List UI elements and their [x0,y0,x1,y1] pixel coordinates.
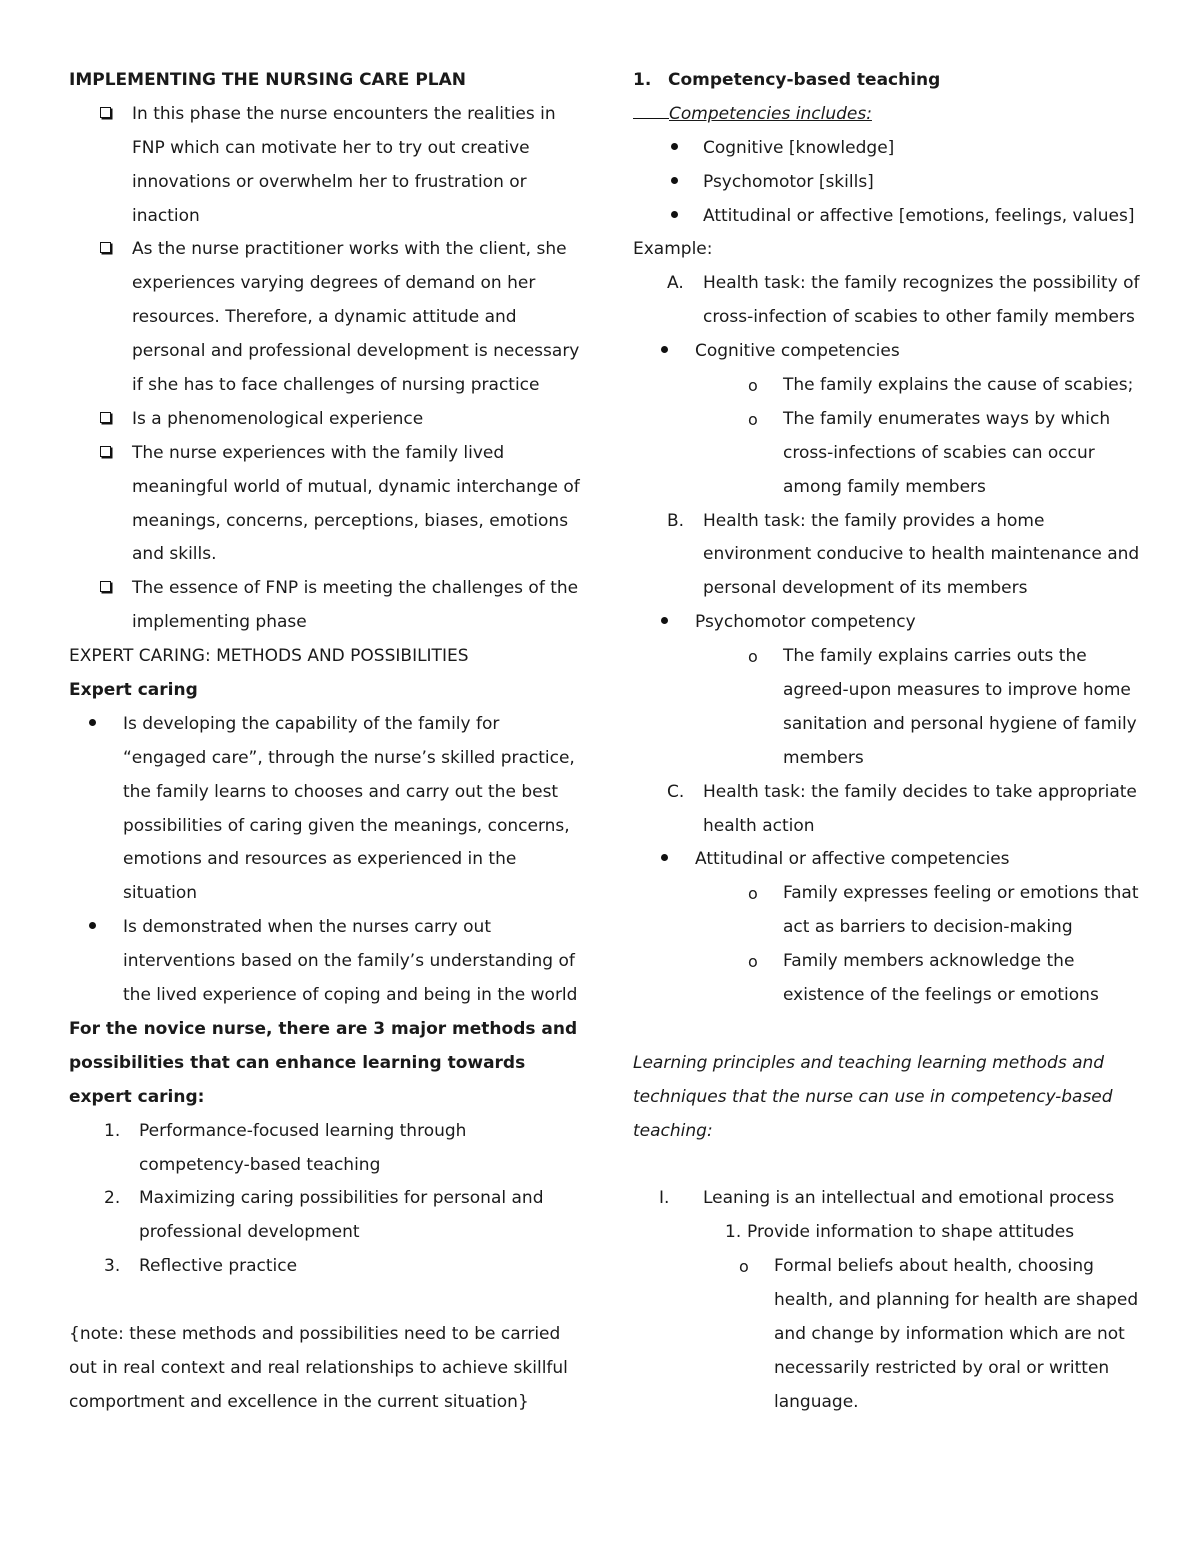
line-text: necessarily restricted by oral or written [774,1357,1110,1378]
text-line [69,1318,569,1352]
round-bullet [661,843,668,877]
line-text: act as barriers to decision-making [783,917,1073,938]
text-line [69,1013,578,1047]
line-text: resources. Therefore, a dynamic attitude and [132,307,517,328]
line-text: techniques that the nurse can use in competency-based [633,1086,1113,1107]
text-line [633,1250,1133,1284]
line-text: agreed-upon measures to improve home [783,680,1131,701]
line-text: cross-infection of scabies to other family members [703,307,1135,328]
text-line [633,674,1133,708]
task-marker [667,776,684,810]
competency-heading [633,64,1133,98]
line-text: Performance-focused learning through [139,1120,467,1141]
text-line [633,403,1133,437]
text-line [633,1081,1133,1115]
heading-number: 1. [633,70,652,90]
text-line [69,877,569,911]
checkbox-bullet-icon [100,412,111,423]
line-text: the family learns to chooses and carry out the best [123,781,559,802]
line-text: situation [123,883,198,904]
line-text: The family enumerates ways by which [783,408,1111,429]
line-text: innovations or overwhelm her to frustration or [132,171,527,192]
text-line [69,200,569,234]
round-bullet [661,606,668,640]
line-text: Cognitive [knowledge] [703,137,895,158]
competencies-list [633,132,1133,234]
numbered-subitem [633,1216,1133,1250]
line-text: possibilities of caring given the meanings, concerns, [123,815,570,836]
sub-items [633,1250,1139,1419]
line-text: The family explains the cause of scabies; [783,375,1134,396]
left-column [69,64,580,1420]
example-label: Example: [633,239,713,260]
line-text: inaction [132,205,200,226]
task-marker [667,267,684,301]
line-text: experiences varying degrees of demand on her [132,273,536,294]
line-text: Learning principles and teaching learning methods and [633,1052,1105,1073]
line-text: Attitudinal or affective competencies [695,849,1010,870]
text-line [633,640,1133,674]
leading-underline [633,98,669,132]
text-line [633,606,1133,640]
line-text: FNP which can motivate her to try out creative [132,137,530,158]
line-text: among family members [783,476,986,497]
line-text: existence of the feelings or emotions [783,985,1099,1006]
circle-bullet: o [748,376,758,396]
line-text: Family members acknowledge the [783,951,1075,972]
text-line [69,267,569,301]
text-line [633,877,1139,911]
bullet-dot-icon [671,143,678,150]
round-bullet [671,200,678,234]
line-text: professional development [139,1222,360,1243]
text-line [633,471,1133,505]
circle-marker [748,403,758,438]
circle-bullet: o [748,884,758,904]
novice-heading [69,1013,578,1115]
text-line [633,200,1133,234]
method-number: 3. [104,1256,121,1277]
checkbox-bullet-icon [100,242,111,253]
text-line [633,335,1133,369]
text-line [633,911,1133,945]
task-marker [667,505,684,539]
line-text: meaningful world of mutual, dynamic interchange of [132,476,580,497]
line-text: meanings, concerns, perceptions, biases, emotions [132,510,569,531]
line-text: environment conducive to health maintenance and [703,544,1140,565]
heading-text: Competency-based teaching [668,70,941,90]
spacer [633,1149,1133,1183]
method-marker [104,1115,120,1149]
tasks-list [633,267,1140,1013]
line-text: Is a phenomenological experience [132,408,424,429]
text-line [633,1386,1133,1420]
expert-subheading: Expert caring [69,680,198,701]
section-title: IMPLEMENTING THE NURSING CARE PLAN [69,70,467,90]
text-line [69,911,569,945]
text-line [633,1318,1133,1352]
text-line [69,403,569,437]
line-text: Is developing the capability of the family for [123,713,500,734]
spacer [69,1284,569,1318]
line-text: “engaged care”, through the nurse’s skilled practice, [123,747,575,768]
text-line [69,437,569,471]
text-line [69,1081,569,1115]
text-line [633,1047,1133,1081]
text-line [633,843,1133,877]
roman-number: I. [659,1188,670,1209]
competencies-label-row [633,98,1133,132]
bullet-dot-icon [89,922,96,929]
line-text: Reflective practice [139,1256,298,1277]
method-marker [104,1182,120,1216]
text-line [633,437,1133,471]
text-line [69,776,569,810]
note-paragraph [69,1318,569,1420]
line-text: health, and planning for health are shaped [774,1290,1139,1311]
checkbox-bullet-icon [100,446,111,457]
task-letter: B. [667,510,685,531]
method-number: 2. [104,1188,121,1209]
method-number: 1. [104,1120,121,1141]
checkbox-bullet-icon [100,581,111,592]
round-bullet [89,911,96,945]
text-line [69,1149,569,1183]
line-text: out in real context and real relationships to achieve skillful [69,1357,568,1378]
text-line [69,979,578,1013]
line-text: In this phase the nurse encounters the realities in [132,103,556,124]
circle-marker [748,877,758,912]
right-column [633,64,1140,1420]
line-text: members [783,747,864,768]
task-letter: C. [667,781,685,802]
round-bullet [661,335,668,369]
expert-bullets [69,708,578,1013]
text-line [633,1284,1139,1318]
spacer [633,1013,1133,1047]
text-line [633,132,1133,166]
line-text: Maximizing caring possibilities for personal and [139,1188,544,1209]
subitem-number: 1. [725,1222,742,1243]
text-line [69,572,579,606]
line-text: personal and professional development is necessary [132,341,580,362]
text-line [69,1115,569,1149]
text-line [69,1386,569,1420]
line-text: For the novice nurse, there are 3 major methods and [69,1018,578,1039]
checkbox-bullet-icon [100,107,111,118]
line-text: language. [774,1391,859,1412]
text-line [69,1182,569,1216]
line-text: Health task: the family recognizes the possibility of [703,273,1140,294]
text-line [633,945,1133,979]
circle-bullet: o [739,1257,749,1277]
round-bullet [671,132,678,166]
line-text: the lived experience of coping and being in the world [123,985,578,1006]
line-text: and skills. [132,544,217,565]
roman-text: Leaning is an intellectual and emotional process [703,1188,1115,1209]
circle-marker [748,640,758,675]
text-line [69,1047,569,1081]
line-text: and change by information which are not [774,1323,1125,1344]
text-line [633,979,1133,1013]
text-line [69,810,569,844]
intro-bullets [69,98,580,640]
line-text: personal development of its members [703,578,1028,599]
line-text: Attitudinal or affective [emotions, feelings, values] [703,205,1135,226]
line-text: As the nurse practitioner works with the client, she [132,239,567,260]
line-text: The nurse experiences with the family lived [132,442,505,463]
round-bullet [89,708,96,742]
text-line [69,471,580,505]
text-line [69,505,569,539]
text-line [633,166,1133,200]
line-text: comportment and excellence in the current situation} [69,1391,529,1412]
text-line [633,810,1133,844]
text-line [69,98,569,132]
bullet-dot-icon [661,854,668,861]
text-line [633,1115,1133,1149]
line-text: cross-infections of scabies can occur [783,442,1095,463]
text-line [69,369,569,403]
text-line [69,606,569,640]
line-text: Psychomotor [skills] [703,171,874,192]
bullet-dot-icon [671,211,678,218]
competencies-label: Competencies includes: [669,103,872,124]
line-text: competency-based teaching [139,1154,381,1175]
text-line [69,708,569,742]
circle-bullet: o [748,952,758,972]
square-bullet [100,403,111,437]
line-text: Formal beliefs about health, choosing [774,1256,1094,1277]
text-line [69,742,575,776]
square-bullet [100,437,111,471]
circle-bullet: o [748,409,758,429]
subitem-text: Provide information to shape attitudes [747,1222,1075,1243]
text-line [69,945,575,979]
line-text: interventions based on the family’s understanding of [123,951,575,972]
line-text: Is demonstrated when the nurses carry out [123,917,491,938]
line-text: Health task: the family provides a home [703,510,1045,531]
line-text: Cognitive competencies [695,341,900,362]
text-line [69,233,569,267]
square-bullet [100,233,111,267]
line-text: health action [703,815,815,836]
circle-marker [739,1250,749,1285]
line-text: emotions and resources as experienced in the [123,849,517,870]
line-text: The family explains carries outs the [783,646,1087,667]
line-text: Health task: the family decides to take appropriate [703,781,1137,802]
text-line [69,1352,569,1386]
method-marker [104,1250,120,1284]
text-line [633,1352,1133,1386]
text-line [69,166,569,200]
bullet-dot-icon [89,719,96,726]
text-line [69,1250,569,1284]
text-line [633,572,1133,606]
text-line [633,776,1137,810]
learning-heading [633,1047,1133,1149]
square-bullet [100,98,111,132]
task-letter: A. [667,273,684,294]
expert-heading: EXPERT CARING: METHODS AND POSSIBILITIES [69,646,469,667]
text-line [633,369,1133,403]
text-line [633,267,1140,301]
line-text: {note: these methods and possibilities need to be carried [69,1323,561,1344]
bullet-dot-icon [671,177,678,184]
line-text: possibilities that can enhance learning towards [69,1052,526,1073]
text-line [633,708,1137,742]
circle-marker [748,945,758,980]
circle-marker [748,369,758,404]
line-text: The essence of FNP is meeting the challenges of the [132,578,579,599]
circle-bullet: o [748,647,758,667]
bullet-dot-icon [661,346,668,353]
round-bullet [671,166,678,200]
line-text: Psychomotor competency [695,612,916,633]
text-line [69,538,569,572]
text-line [633,505,1133,539]
text-line [633,538,1140,572]
methods-list [69,1115,569,1284]
line-text: implementing phase [132,612,307,633]
line-text: if she has to face challenges of nursing practice [132,375,540,396]
bullet-dot-icon [661,617,668,624]
text-line [69,132,569,166]
text-line [633,742,1133,776]
text-line [69,843,569,877]
line-text: sanitation and personal hygiene of family [783,713,1137,734]
line-text: teaching: [633,1120,713,1141]
roman-item [633,1182,1133,1216]
text-line [69,1216,569,1250]
line-text: expert caring: [69,1086,205,1107]
square-bullet [100,572,111,606]
line-text: Family expresses feeling or emotions that [783,883,1139,904]
text-line [69,301,569,335]
text-line [69,335,580,369]
text-line [633,301,1133,335]
